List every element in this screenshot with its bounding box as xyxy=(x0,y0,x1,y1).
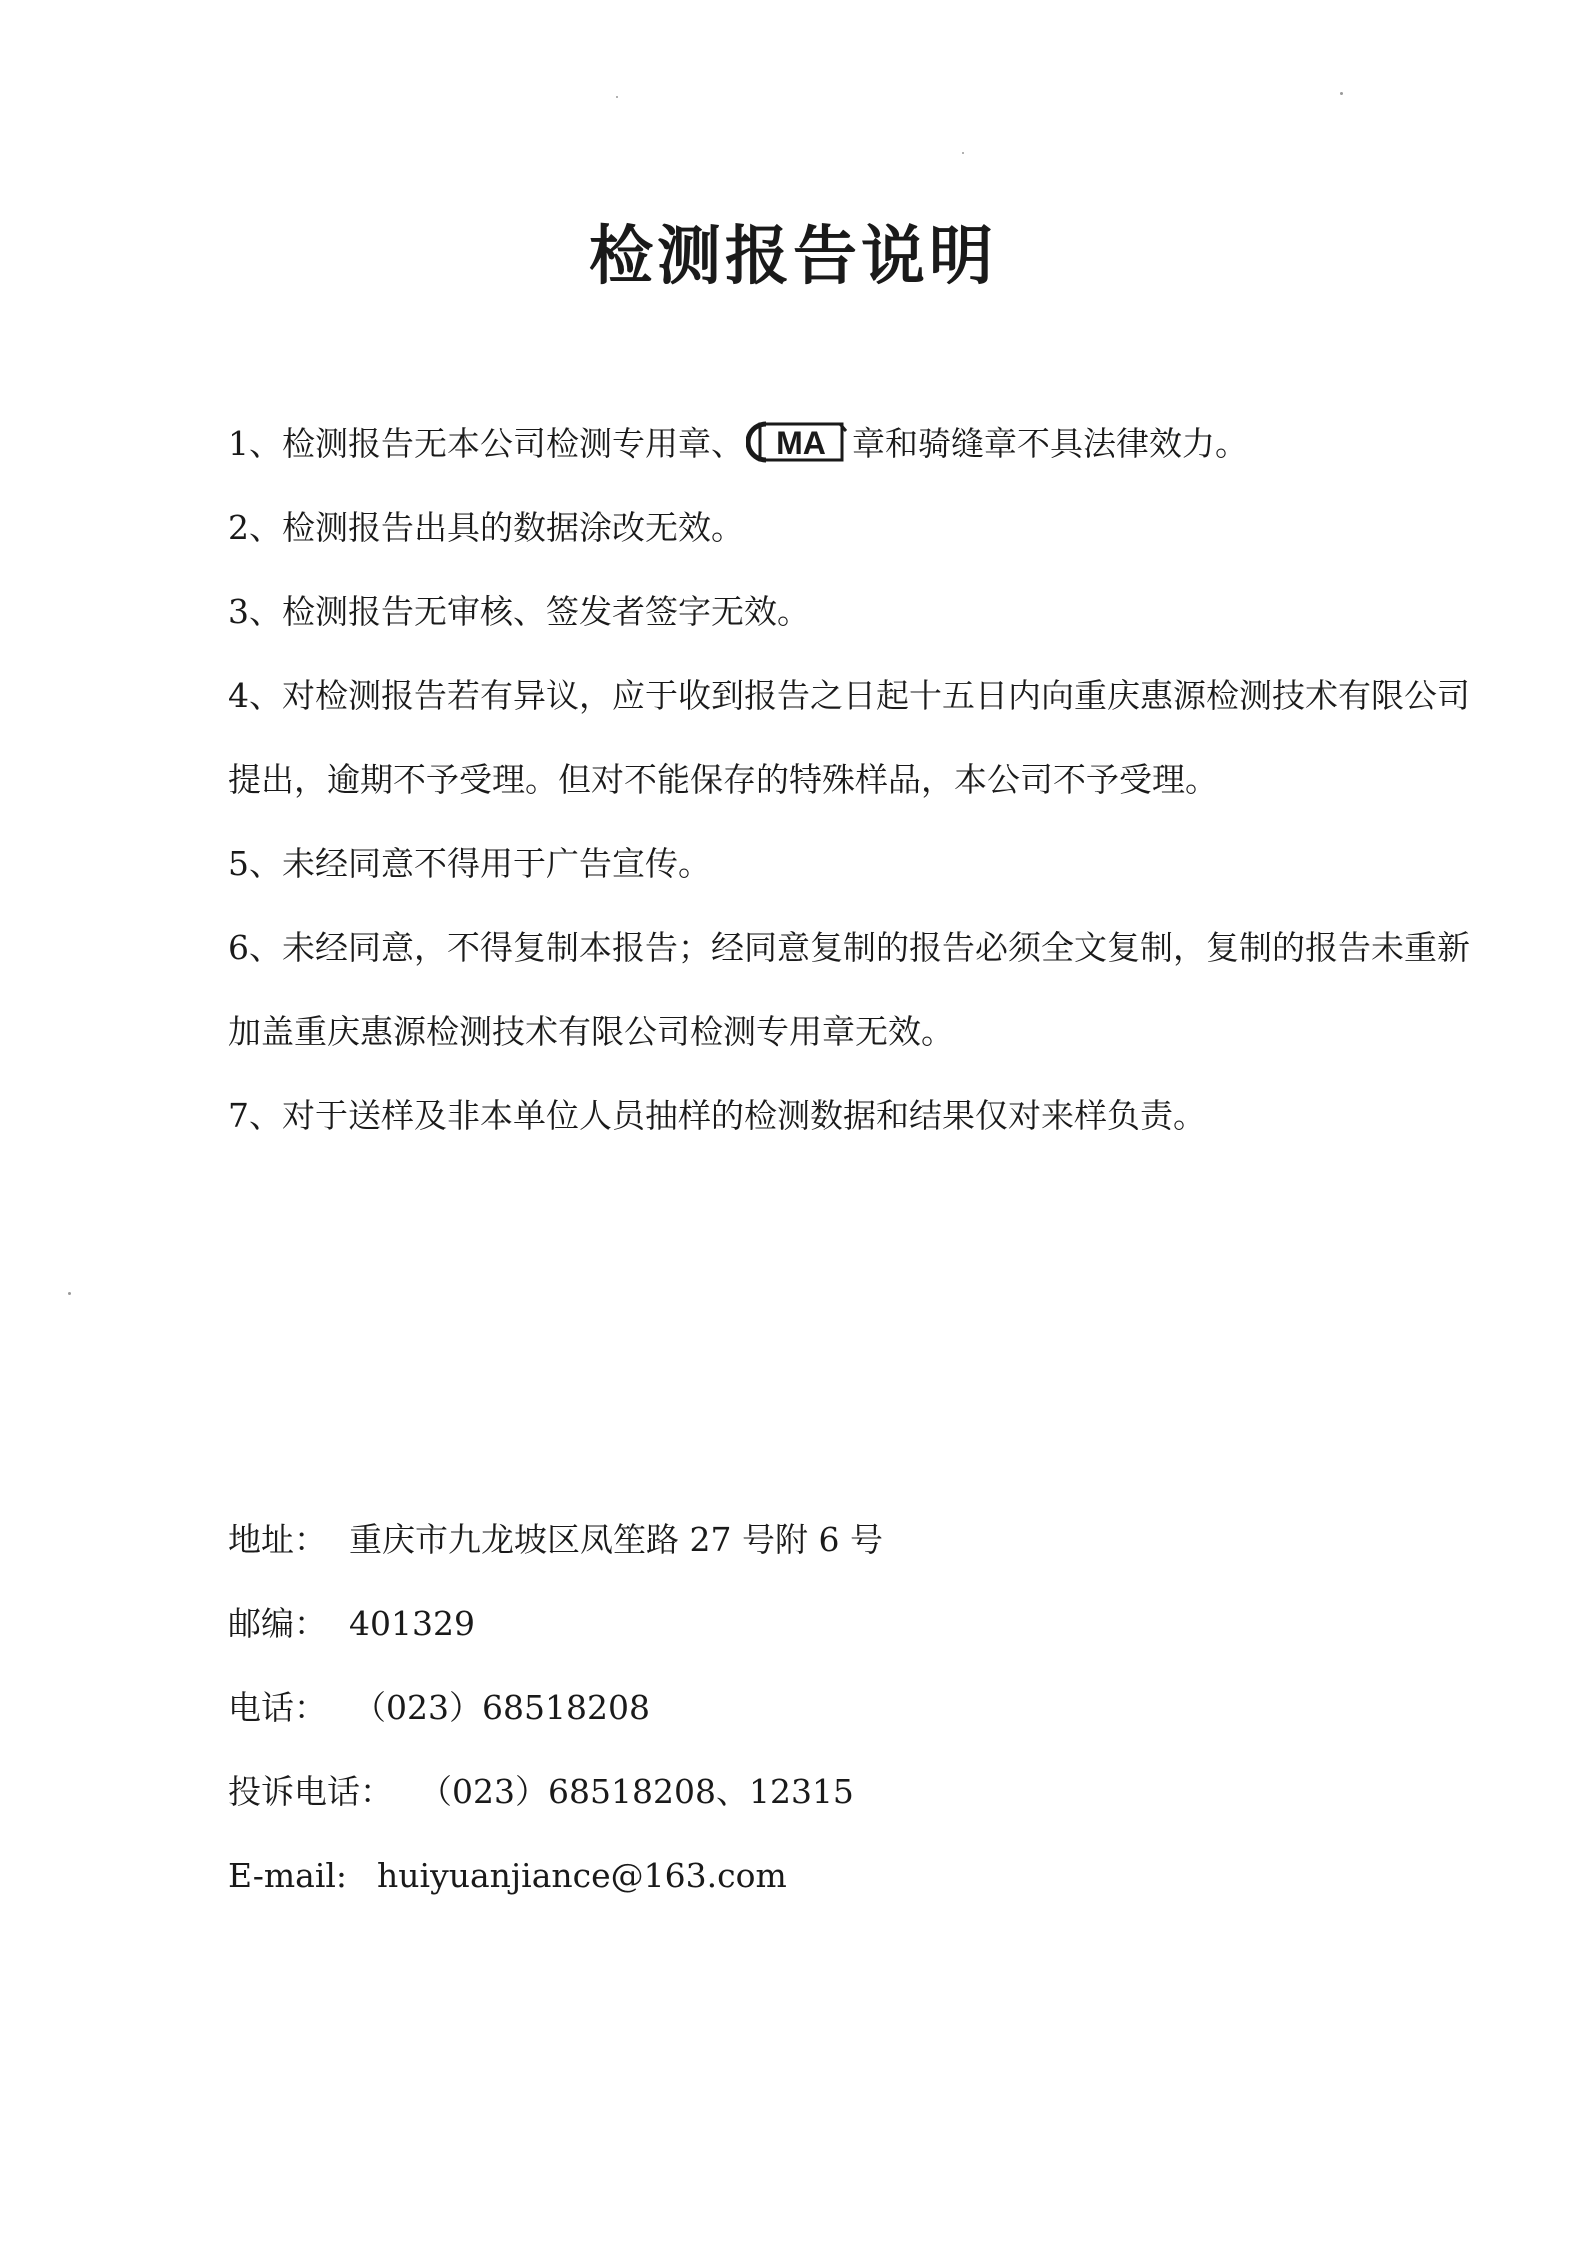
contact-address xyxy=(228,1498,1428,1582)
phone-value: （023）68518208 xyxy=(353,1688,650,1727)
address-label: 地址： xyxy=(228,1520,327,1559)
scan-speck xyxy=(616,96,618,98)
complaint-value: （023）68518208、12315 xyxy=(419,1772,854,1811)
zip-label: 邮编： xyxy=(228,1604,327,1643)
note-text: 未经同意，不得复制本报告；经同意复制的报告必须全文复制，复制的报告未重新加盖重庆惠源检测技术有限公司检测专用章无效。 xyxy=(228,928,1470,1051)
note-number: 3、 xyxy=(228,592,282,631)
contact-phone xyxy=(228,1666,1428,1750)
scan-speck xyxy=(68,1292,71,1295)
note-item-6 xyxy=(228,906,1478,1074)
email-label: E-mail: xyxy=(228,1856,348,1895)
zip-value: 401329 xyxy=(349,1604,475,1643)
notes-list xyxy=(228,402,1478,1158)
note-item-5 xyxy=(228,822,1478,906)
note-item-1 xyxy=(228,402,1478,486)
note-number: 2、 xyxy=(228,508,282,547)
note-text: 检测报告出具的数据涂改无效。 xyxy=(282,508,744,547)
contact-complaint-phone xyxy=(228,1750,1428,1834)
note-number: 5、 xyxy=(228,844,282,883)
note-number: 7、 xyxy=(228,1096,282,1135)
note-number: 1、 xyxy=(228,424,282,463)
note-text-after-mark: 章和骑缝章不具法律效力。 xyxy=(852,424,1248,463)
contact-email xyxy=(228,1834,1428,1918)
contact-zip xyxy=(228,1582,1428,1666)
email-value: huiyuanjiance@163.com xyxy=(377,1856,787,1895)
phone-label: 电话： xyxy=(228,1688,327,1727)
document-title: 检测报告说明 xyxy=(589,220,997,294)
note-text: 对于送样及非本单位人员抽样的检测数据和结果仅对来样负责。 xyxy=(282,1096,1206,1135)
note-number: 6、 xyxy=(228,928,282,967)
note-number: 4、 xyxy=(228,676,282,715)
complaint-label: 投诉电话： xyxy=(228,1772,393,1811)
scan-speck xyxy=(1340,92,1343,95)
contact-block xyxy=(228,1498,1428,1918)
scan-speck xyxy=(962,152,964,154)
note-item-2 xyxy=(228,486,1478,570)
note-item-3 xyxy=(228,570,1478,654)
note-item-7 xyxy=(228,1074,1478,1158)
cma-mark-icon xyxy=(746,419,850,465)
note-text: 检测报告无审核、签发者签字无效。 xyxy=(282,592,810,631)
svg-text:MA: MA xyxy=(776,425,826,461)
note-item-4 xyxy=(228,654,1478,822)
note-text: 未经同意不得用于广告宣传。 xyxy=(282,844,711,883)
address-value: 重庆市九龙坡区凤笙路 27 号附 6 号 xyxy=(349,1520,883,1559)
note-text: 对检测报告若有异议，应于收到报告之日起十五日内向重庆惠源检测技术有限公司提出，逾期不予受理。但对不能保存的特殊样品，本公司不予受理。 xyxy=(228,676,1470,799)
note-text-before-mark: 检测报告无本公司检测专用章、 xyxy=(282,424,744,463)
